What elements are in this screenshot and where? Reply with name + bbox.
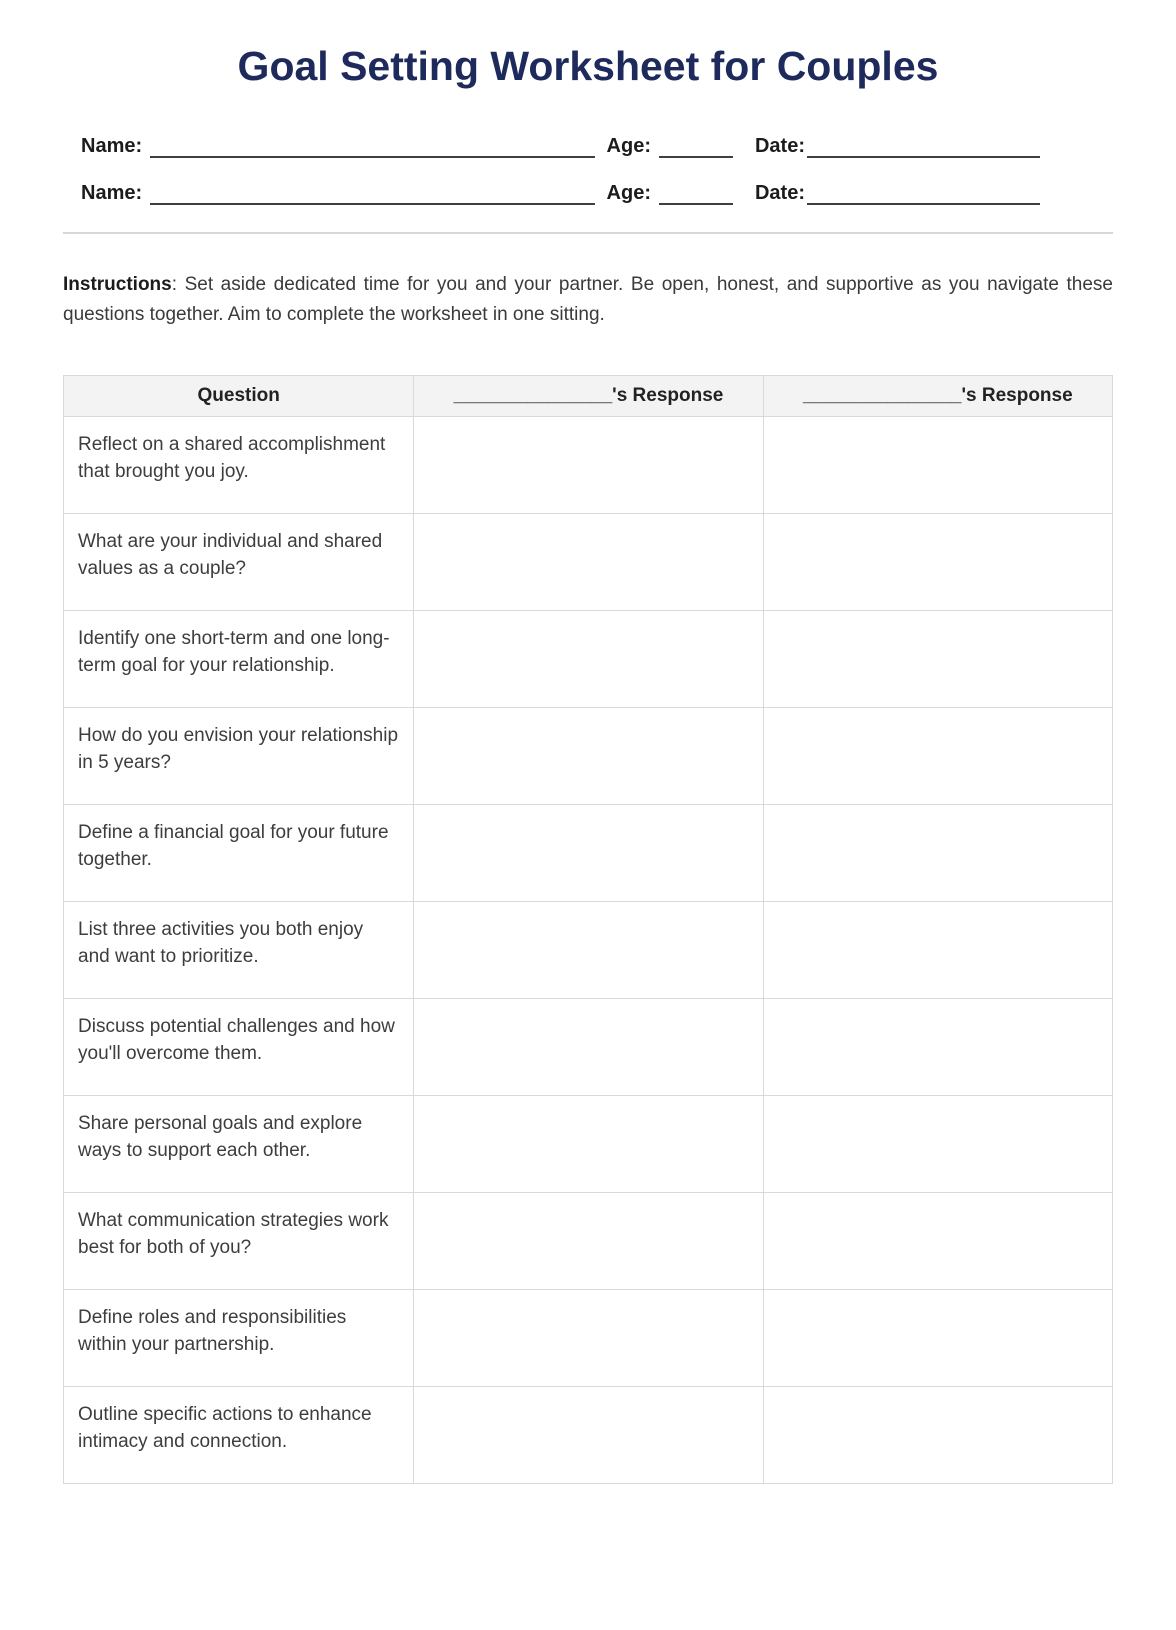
response-1-column-header: _______________'s Response [414, 376, 763, 417]
response-cell[interactable] [414, 805, 763, 902]
table-row [64, 708, 1113, 805]
response-cell[interactable] [414, 611, 763, 708]
response-cell[interactable] [414, 1290, 763, 1387]
question-cell: Share personal goals and explore ways to support each other. [64, 1096, 414, 1193]
table-row [64, 902, 1113, 999]
table-row [64, 1387, 1113, 1484]
question-cell: How do you envision your relationship in 5 years? [64, 708, 414, 805]
response-cell[interactable] [763, 902, 1112, 999]
table-row [64, 805, 1113, 902]
name-input-line[interactable] [150, 181, 594, 205]
response-cell[interactable] [414, 514, 763, 611]
instructions-text: : Set aside dedicated time for you and your partner. Be open, honest, and supportive as you navigate these questions together. Aim to complete the worksheet in one sitting. [63, 274, 1113, 325]
response-cell[interactable] [414, 999, 763, 1096]
partner-1-row [81, 131, 1040, 158]
question-cell: List three activities you both enjoy and want to prioritize. [64, 902, 414, 999]
divider [63, 232, 1113, 234]
response-cell[interactable] [763, 417, 1112, 514]
response-cell[interactable] [414, 1193, 763, 1290]
table-row [64, 417, 1113, 514]
response-cell[interactable] [414, 708, 763, 805]
date-label: Date: [754, 182, 805, 205]
question-cell: Reflect on a shared accomplishment that brought you joy. [64, 417, 414, 514]
date-input-line[interactable] [807, 134, 1040, 158]
response-cell[interactable] [763, 708, 1112, 805]
name-label: Name: [81, 135, 143, 158]
question-cell: Outline specific actions to enhance intimacy and connection. [64, 1387, 414, 1484]
table-row [64, 1193, 1113, 1290]
response-cell[interactable] [414, 1096, 763, 1193]
name-block [63, 131, 1113, 205]
response-cell[interactable] [763, 1193, 1112, 1290]
question-cell: What communication strategies work best for both of you? [64, 1193, 414, 1290]
question-cell: Discuss potential challenges and how you'll overcome them. [64, 999, 414, 1096]
question-column-header: Question [64, 376, 414, 417]
page-title: Goal Setting Worksheet for Couples [237, 43, 939, 89]
table-header-row [64, 376, 1113, 417]
response-cell[interactable] [763, 999, 1112, 1096]
partner-2-row [81, 178, 1040, 205]
response-cell[interactable] [414, 902, 763, 999]
response-2-column-header: _______________'s Response [763, 376, 1112, 417]
date-label: Date: [754, 135, 805, 158]
age-input-line[interactable] [659, 181, 733, 205]
response-cell[interactable] [763, 805, 1112, 902]
table-row [64, 514, 1113, 611]
instructions-label: Instructions [63, 274, 172, 296]
table-row [64, 999, 1113, 1096]
question-cell: Define a financial goal for your future together. [64, 805, 414, 902]
question-cell: Identify one short-term and one long-term goal for your relationship. [64, 611, 414, 708]
goal-setting-table [63, 375, 1113, 1484]
response-cell[interactable] [763, 611, 1112, 708]
question-cell: Define roles and responsibilities within your partnership. [64, 1290, 414, 1387]
response-cell[interactable] [414, 417, 763, 514]
response-cell[interactable] [763, 514, 1112, 611]
table-row [64, 611, 1113, 708]
age-input-line[interactable] [659, 134, 733, 158]
date-input-line[interactable] [807, 181, 1040, 205]
age-label: Age: [606, 182, 651, 205]
response-cell[interactable] [763, 1096, 1112, 1193]
instructions-paragraph [63, 270, 1113, 329]
table-row [64, 1096, 1113, 1193]
name-input-line[interactable] [150, 134, 594, 158]
name-label: Name: [81, 182, 143, 205]
age-label: Age: [606, 135, 651, 158]
response-cell[interactable] [414, 1387, 763, 1484]
table-row [64, 1290, 1113, 1387]
question-cell: What are your individual and shared values as a couple? [64, 514, 414, 611]
response-cell[interactable] [763, 1387, 1112, 1484]
response-cell[interactable] [763, 1290, 1112, 1387]
